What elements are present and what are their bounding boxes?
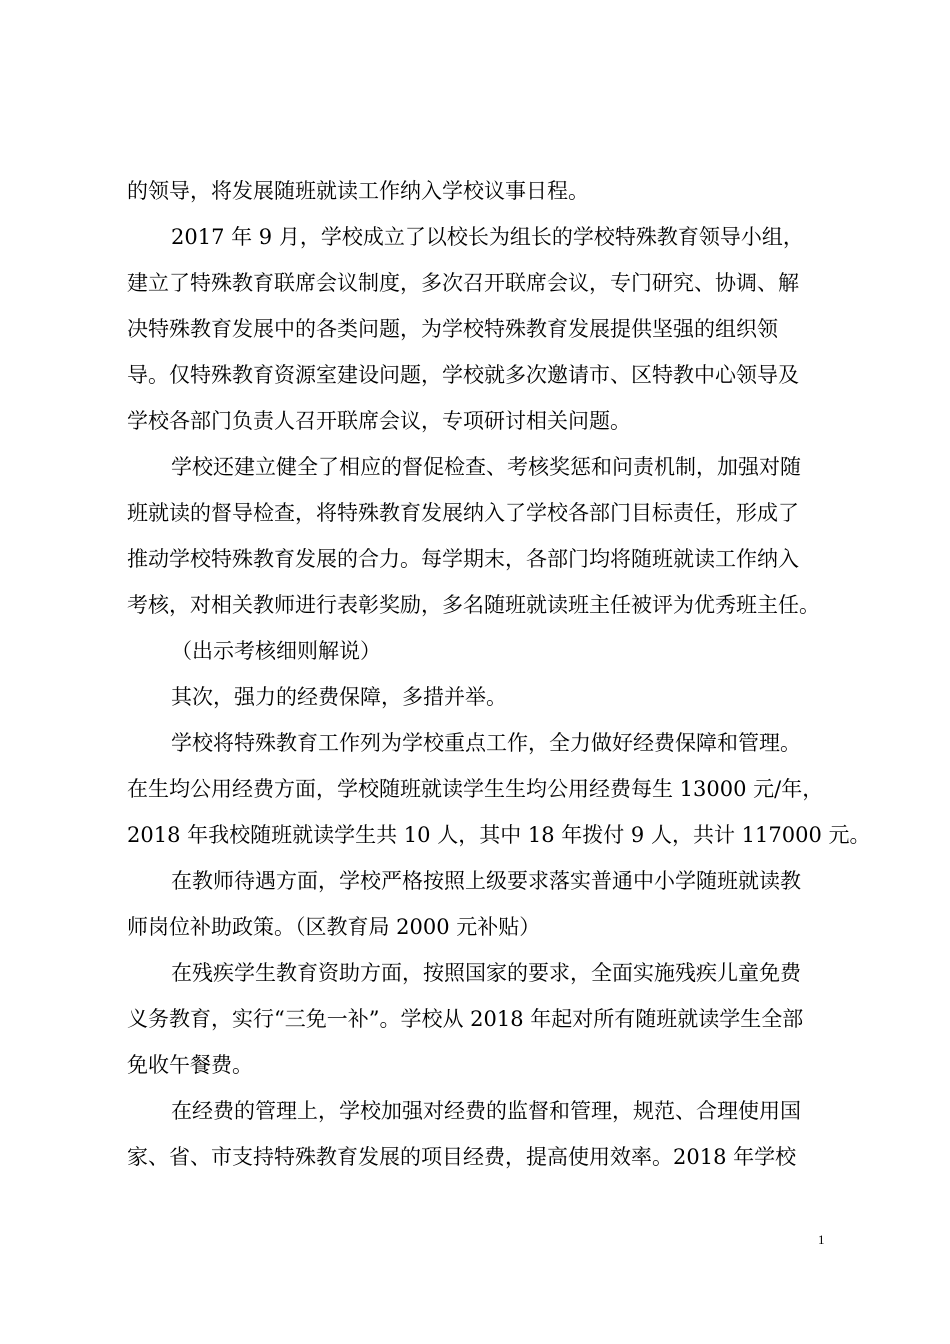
text-line: 学校将特殊教育工作列为学校重点工作，全力做好经费保障和管理。 bbox=[171, 731, 801, 755]
text-line: 考核，对相关教师进行表彰奖励，多名随班就读班主任被评为优秀班主任。 bbox=[127, 593, 820, 617]
text-line: 家、省、市支持特殊教育发展的项目经费，提高使用效率。2018 年学校 bbox=[127, 1145, 797, 1169]
text-line: 导。仅特殊教育资源室建设问题，学校就多次邀请市、区特教中心领导及 bbox=[127, 363, 799, 387]
text-line: 班就读的督导检查，将特殊教育发展纳入了学校各部门目标责任，形成了 bbox=[127, 501, 799, 525]
text-line: 在残疾学生教育资助方面，按照国家的要求，全面实施残疾儿童免费 bbox=[171, 961, 801, 985]
text-line: 的领导，将发展随班就读工作纳入学校议事日程。 bbox=[127, 179, 589, 203]
text-line: 在教师待遇方面，学校严格按照上级要求落实普通中小学随班就读教 bbox=[171, 869, 801, 893]
text-line: （出示考核细则解说） bbox=[171, 639, 381, 663]
text-line: 在生均公用经费方面，学校随班就读学生生均公用经费每生 13000 元/年， bbox=[127, 777, 824, 801]
text-line: 决特殊教育发展中的各类问题，为学校特殊教育发展提供坚强的组织领 bbox=[127, 317, 778, 341]
text-line: 其次，强力的经费保障，多措并举。 bbox=[171, 685, 507, 709]
page-number: 1 bbox=[818, 1232, 825, 1247]
text-line: 师岗位补助政策。（区教育局 2000 元补贴） bbox=[127, 915, 541, 939]
text-line: 2017 年 9 月，学校成立了以校长为组长的学校特殊教育领导小组， bbox=[171, 225, 804, 249]
text-line: 在经费的管理上，学校加强对经费的监督和管理，规范、合理使用国 bbox=[171, 1099, 801, 1123]
text-line: 学校还建立健全了相应的督促检查、考核奖惩和问责机制，加强对随 bbox=[171, 455, 801, 479]
text-line: 推动学校特殊教育发展的合力。每学期末，各部门均将随班就读工作纳入 bbox=[127, 547, 799, 571]
text-line: 免收午餐费。 bbox=[127, 1053, 253, 1077]
text-line: 学校各部门负责人召开联席会议，专项研讨相关问题。 bbox=[127, 409, 631, 433]
text-line: 2018 年我校随班就读学生共 10 人，其中 18 年拨付 9 人，共计 117000 元。 bbox=[127, 823, 871, 847]
text-line: 建立了特殊教育联席会议制度，多次召开联席会议，专门研究、协调、解 bbox=[127, 271, 799, 295]
text-line: 义务教育，实行“三免一补”。学校从 2018 年起对所有随班就读学生全部 bbox=[127, 1007, 804, 1031]
